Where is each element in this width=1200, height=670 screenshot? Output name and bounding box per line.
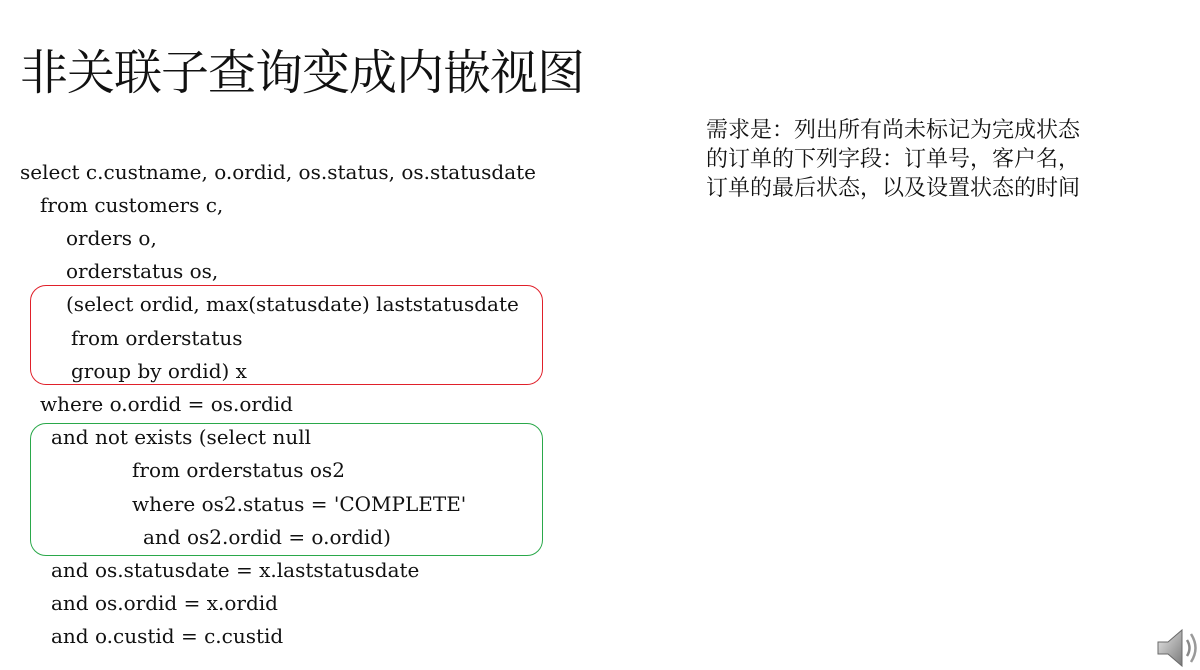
- sql-line: from orderstatus os2: [132, 458, 345, 482]
- sql-line: and not exists (select null: [51, 425, 311, 449]
- not-exists-highlight-box: [30, 423, 543, 556]
- sql-line: and os.ordid = x.ordid: [51, 591, 278, 615]
- sql-line: and os2.ordid = o.ordid): [143, 525, 391, 549]
- sql-line: (select ordid, max(statusdate) laststatusdate: [66, 292, 519, 316]
- speaker-icon-graphic: [1156, 624, 1200, 670]
- sql-line: orderstatus os,: [66, 259, 219, 283]
- sql-line: and os.statusdate = x.laststatusdate: [51, 558, 420, 582]
- sql-line: select c.custname, o.ordid, os.status, os.statusdate: [20, 160, 537, 184]
- sql-line: and o.custid = c.custid: [51, 624, 284, 648]
- sql-line: orders o,: [66, 226, 157, 250]
- requirement-line: 订单的最后状态，以及设置状态的时间: [706, 176, 1081, 201]
- sql-line: group by ordid) x: [71, 359, 247, 383]
- requirement-line: 需求是：列出所有尚未标记为完成状态: [706, 118, 1081, 143]
- sql-line: from customers c,: [40, 193, 224, 217]
- requirement-line: 的订单的下列字段：订单号，客户名，: [706, 147, 1081, 172]
- sql-line: where os2.status = 'COMPLETE': [132, 492, 467, 516]
- inline-view-highlight-box: [30, 285, 543, 385]
- sql-line: from orderstatus: [71, 326, 243, 350]
- requirement-text: [706, 116, 1146, 203]
- sql-line: where o.ordid = os.ordid: [40, 392, 293, 416]
- speaker-icon[interactable]: [1156, 624, 1200, 670]
- slide-title: 非关联子查询变成内嵌视图: [20, 45, 585, 101]
